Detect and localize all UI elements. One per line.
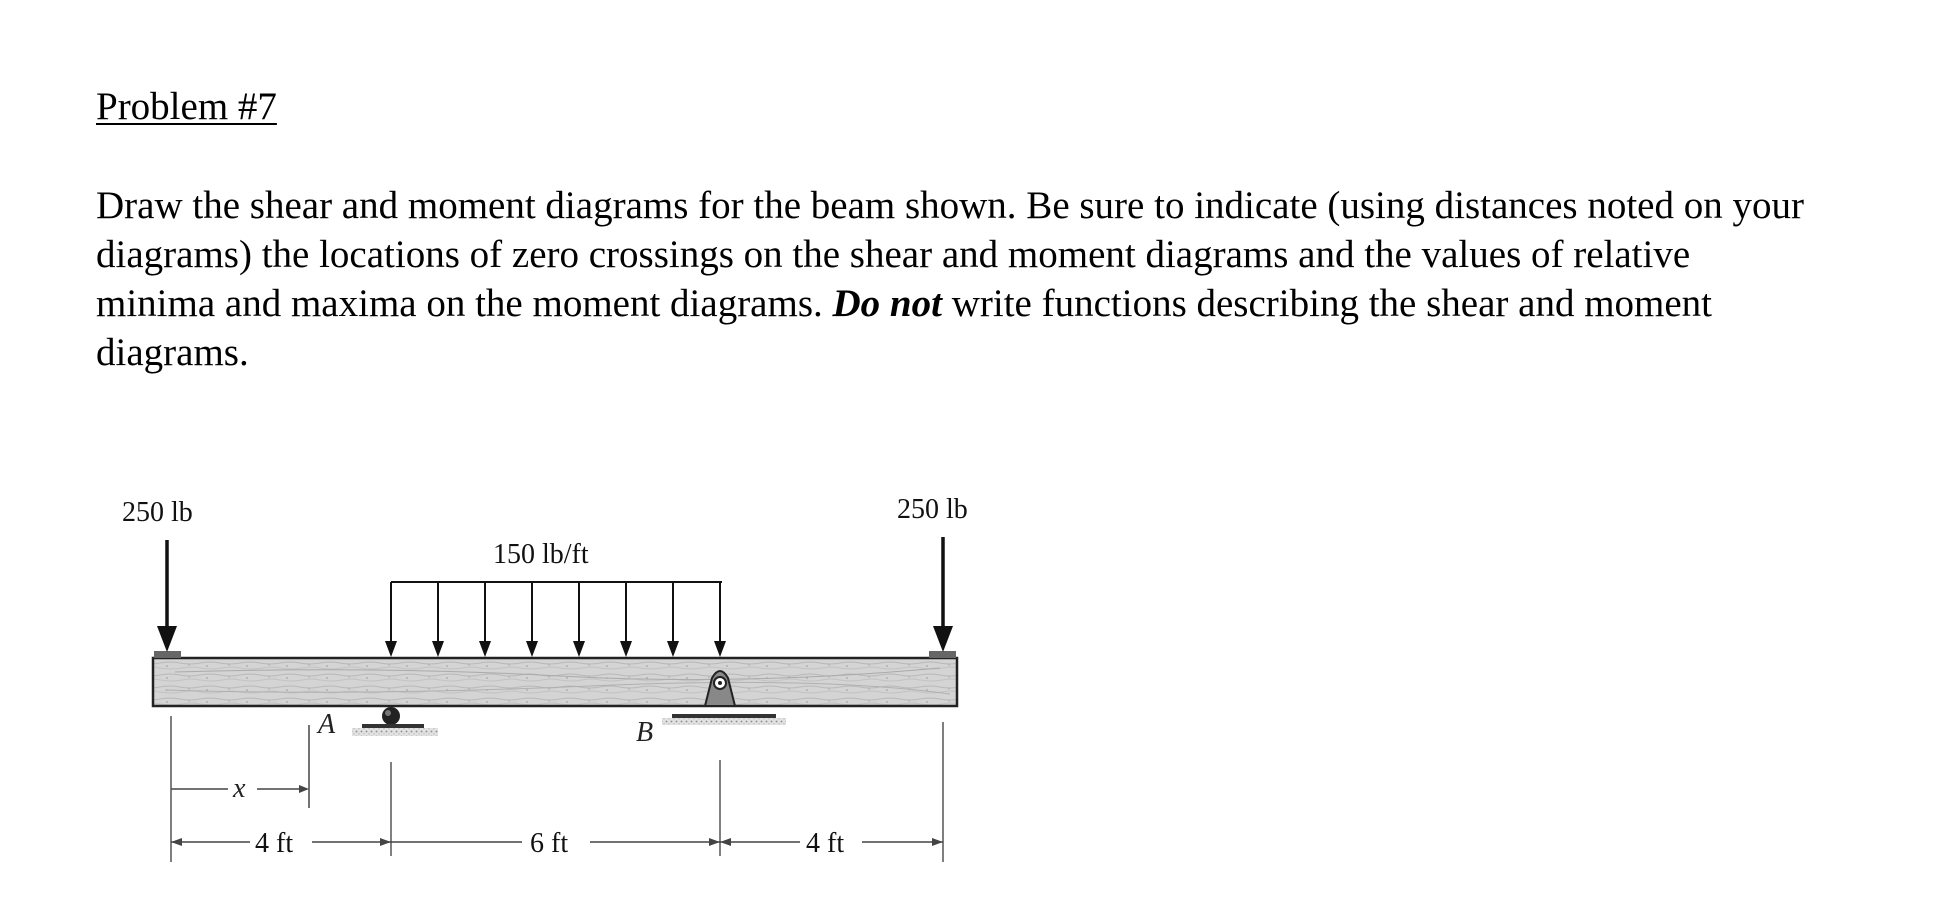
support-b-label: B	[636, 717, 654, 748]
point-load-right-arrow	[933, 537, 953, 652]
support-a-label: A	[318, 709, 336, 740]
roller-support-a	[352, 707, 438, 736]
point-load-left-arrow	[157, 540, 177, 652]
point-load-left-label: 250 lb	[122, 497, 193, 528]
position-x-label: x	[233, 773, 246, 804]
problem-title: Problem #7	[96, 85, 277, 128]
distributed-load-label: 150 lb/ft	[493, 539, 589, 570]
beam	[153, 658, 957, 706]
dimension-left-label: 4 ft	[255, 828, 294, 859]
statement-part-2: write functions describing the shear and moment diagrams.	[96, 282, 1713, 374]
distributed-load-arrows	[385, 582, 726, 657]
dimension-right-label: 4 ft	[806, 828, 845, 859]
statement-part-1: Draw the shear and moment diagrams for the beam shown. Be sure to indicate (using distances noted on your diagrams) the locations of zero crossings on the shear and moment diagrams and the values of relative minima and maxima on the moment diagrams.	[96, 184, 1804, 325]
dimension-middle-label: 6 ft	[530, 828, 569, 859]
load-plate-left	[154, 651, 181, 658]
load-plate-right	[929, 651, 956, 658]
point-load-right-label: 250 lb	[897, 494, 968, 525]
statement-emphasis: Do not	[832, 282, 942, 325]
